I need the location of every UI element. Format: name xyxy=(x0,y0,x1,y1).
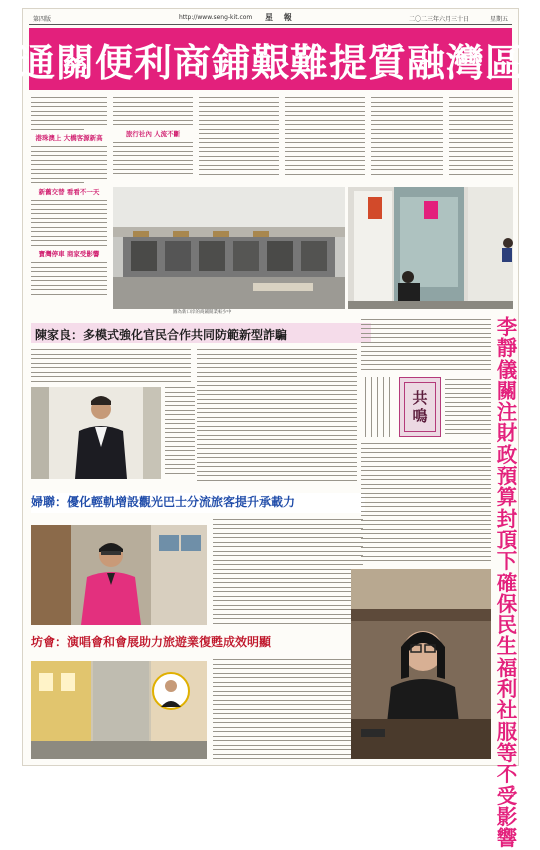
storefront-photo-caption: 圖為新口岸的商鋪開業較少中 xyxy=(173,310,232,315)
story4-headline: 坊會：演唱會和會展助力旅遊業復甦成效明顯 xyxy=(31,635,272,649)
weekday: 星期五 xyxy=(489,16,508,23)
story1-subhead: 寶灣停車 商家受影響 xyxy=(38,250,100,258)
page-number: 第四版 xyxy=(33,16,52,23)
storefront-photo xyxy=(113,187,345,309)
shop-interior-photo xyxy=(348,187,513,309)
column-logo xyxy=(399,377,441,437)
column-logo-char: 鳴 xyxy=(412,407,428,425)
lei-cheng-i-photo xyxy=(351,569,491,759)
story1-column-4 xyxy=(285,97,365,185)
story1-column-6 xyxy=(449,97,513,185)
story1-subhead: 旅行社內 人流不斷 xyxy=(125,129,181,138)
column-logo-char: 共 xyxy=(412,389,428,407)
story1-subhead: 港珠澳上 大橋客源新高 xyxy=(35,134,103,142)
story3-headline: 婦聯：優化輕軌增設觀光巴士分流旅客提升承載力 xyxy=(31,493,365,513)
story1-column-5 xyxy=(371,97,443,185)
column-body-side xyxy=(445,379,491,439)
website-url[interactable]: http://www.seng-kit.com xyxy=(179,14,253,21)
story1-column-1 xyxy=(31,97,107,311)
story1-column-2 xyxy=(113,97,193,185)
story2-headline: 陳家良：多模式強化官民合作共同防範新型詐騙 xyxy=(31,323,371,343)
story1-subhead: 新舊交替 看看不一天 xyxy=(38,187,100,196)
story2-body-left xyxy=(31,349,191,385)
story5-vertical-headline: 李靜儀關注財政預算封頂下確保民生福利社服等不受影響 xyxy=(496,315,518,850)
masthead: 星 報 xyxy=(265,12,296,22)
chan-ka-leong-photo xyxy=(31,387,161,479)
street-scene-photo xyxy=(31,661,207,759)
womens-association-photo xyxy=(31,525,207,625)
main-headline-banner xyxy=(17,28,525,90)
story1-column-3 xyxy=(199,97,279,185)
column-body-top xyxy=(361,319,491,375)
newspaper-page xyxy=(17,8,525,850)
main-headline: 通關便利商鋪艱難提質融灣區 xyxy=(17,39,525,85)
story4-body xyxy=(213,659,363,759)
column-vertical-text xyxy=(361,377,397,437)
issue-date: 二〇二三年六月三十日 xyxy=(409,16,470,23)
column-body-bottom xyxy=(361,443,491,563)
story2-body-right xyxy=(197,349,357,479)
page-header xyxy=(29,13,512,25)
story3-body xyxy=(213,519,363,625)
story2-body-narrow xyxy=(165,387,195,479)
